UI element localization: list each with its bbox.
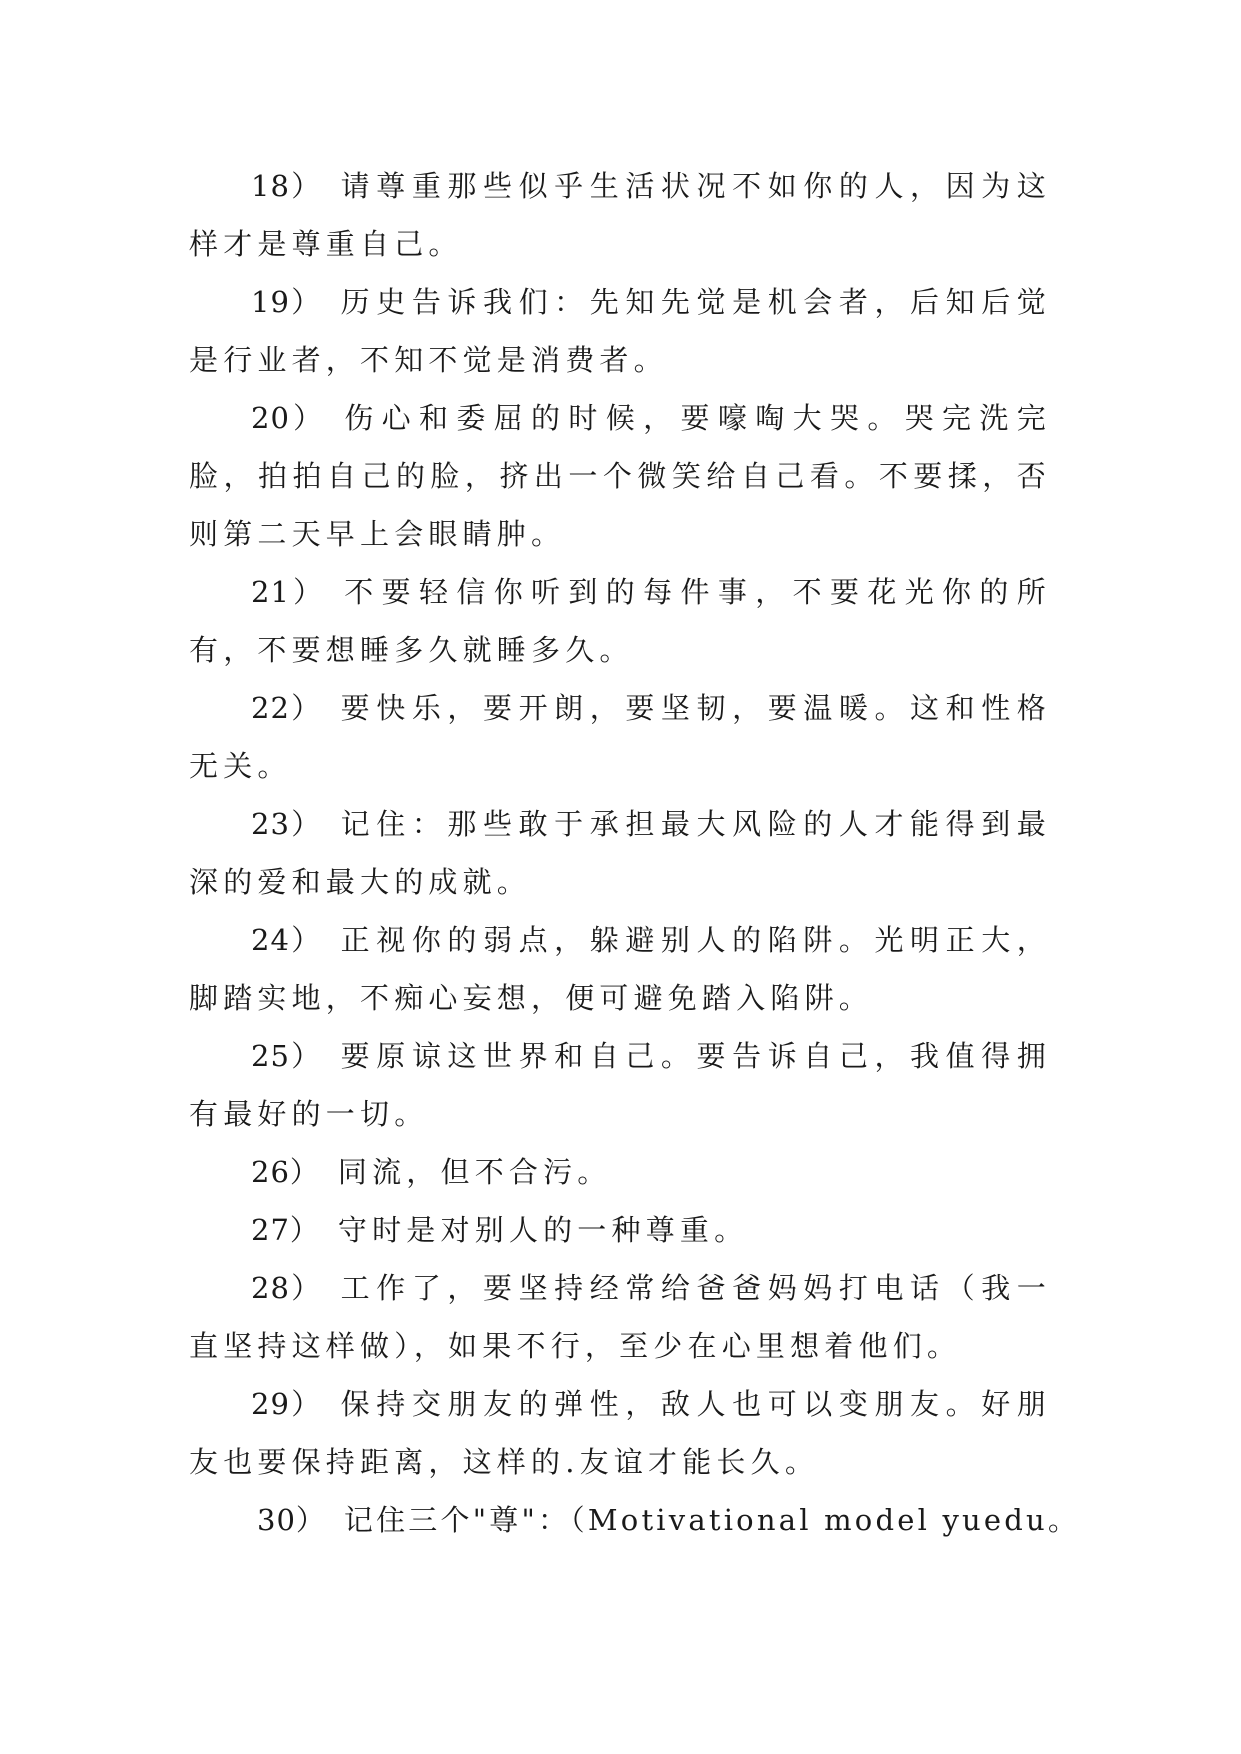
item-text: 要快乐，要开朗，要坚韧，要温暖。这和性格无关。 [189, 691, 1051, 783]
item-text: 正视你的弱点，躲避别人的陷阱。光明正大，脚踏实地，不痴心妄想，便可避免踏入陷阱。 [189, 923, 1051, 1015]
list-item [189, 1201, 1051, 1259]
item-text: 不要轻信你听到的每件事，不要花光你的所有，不要想睡多久就睡多久。 [189, 575, 1051, 667]
item-text: 记住：那些敢于承担最大风险的人才能得到最深的爱和最大的成就。 [189, 807, 1051, 899]
item-text: 工作了，要坚持经常给爸爸妈妈打电话（我一直坚持这样做），如果不行，至少在心里想着他们。 [189, 1271, 1051, 1363]
list-item [189, 911, 1051, 1027]
item-text: 历史告诉我们：先知先觉是机会者，后知后觉是行业者，不知不觉是消费者。 [189, 285, 1051, 377]
item-number: 23） [251, 807, 323, 841]
item-number: 20） [251, 401, 327, 435]
item-number: 21） [251, 575, 327, 609]
list-item [189, 679, 1051, 795]
list-item [189, 1143, 1051, 1201]
item-number: 27） [251, 1213, 320, 1247]
item-text: 同流，但不合污。 [337, 1155, 612, 1189]
item-text: 保持交朋友的弹性，敌人也可以变朋友。好朋友也要保持距离，这样的.友谊才能长久。 [189, 1387, 1051, 1479]
list-item [189, 389, 1051, 563]
item-number: 18） [251, 169, 323, 203]
item-number: 24） [251, 923, 323, 957]
item-text: 记住三个"尊"：（Motivational model yuedu。 [343, 1503, 1081, 1537]
item-number: 22） [251, 691, 323, 725]
list-item [189, 563, 1051, 679]
item-number: 29） [251, 1387, 323, 1421]
item-text: 请尊重那些似乎生活状况不如你的人，因为这样才是尊重自己。 [189, 169, 1051, 261]
list-item [189, 1375, 1051, 1491]
item-text: 伤心和委屈的时候，要嚎啕大哭。哭完洗完脸，拍拍自己的脸，挤出一个微笑给自己看。不要揉，否则第二天早上会眼睛肿。 [189, 401, 1051, 551]
list-item [189, 157, 1051, 273]
item-text: 要原谅这世界和自己。要告诉自己，我值得拥有最好的一切。 [189, 1039, 1051, 1131]
list-item [189, 273, 1051, 389]
item-number: 30） [257, 1503, 326, 1537]
item-number: 28） [251, 1271, 323, 1305]
list-item [189, 1491, 1081, 1549]
list-item [189, 1259, 1051, 1375]
item-number: 19） [251, 285, 323, 319]
list-item [189, 1027, 1051, 1143]
item-number: 25） [251, 1039, 323, 1073]
document-body [189, 157, 1081, 1549]
list-item [189, 795, 1051, 911]
item-text: 守时是对别人的一种尊重。 [337, 1213, 749, 1247]
item-number: 26） [251, 1155, 320, 1189]
